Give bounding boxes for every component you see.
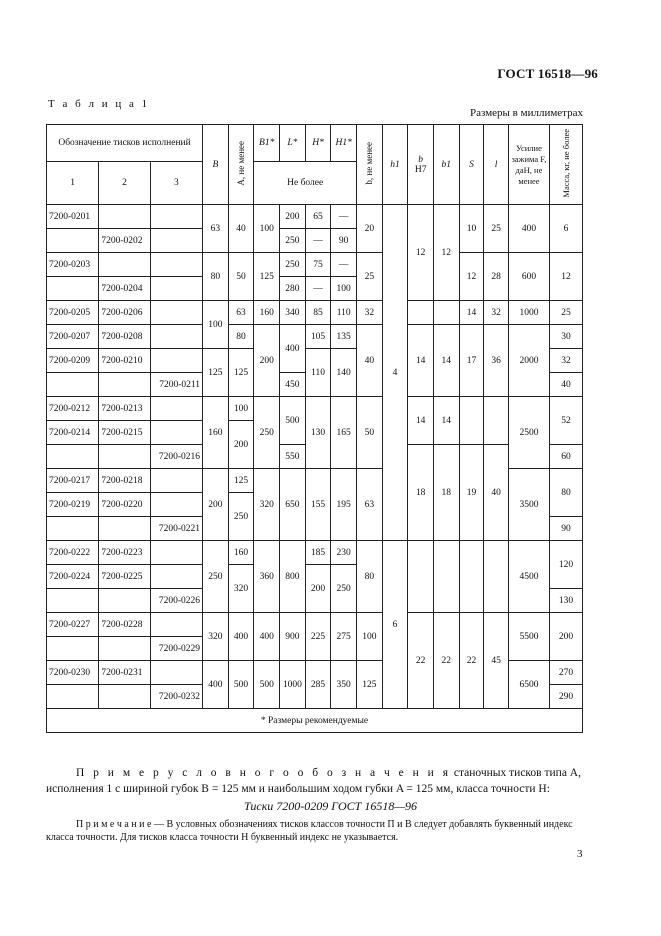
- cell-c1: 7200-0205: [47, 301, 99, 325]
- cell-A: 50: [228, 253, 254, 301]
- cell-c3: [150, 349, 202, 373]
- cell-b: 125: [357, 661, 383, 709]
- cell-H1: 350: [331, 661, 357, 709]
- cell-mass: 130: [549, 589, 582, 613]
- cell-c3: [150, 565, 202, 589]
- header-H: H*: [305, 125, 331, 162]
- table-row: [47, 541, 583, 565]
- header-b-label: b, не менее: [364, 141, 375, 185]
- cell-b1: 14: [433, 325, 459, 397]
- cell-L: 500: [280, 397, 306, 445]
- cell-c2: 7200-0228: [99, 613, 150, 637]
- cell-B1: 160: [254, 301, 280, 325]
- cell-c2: 7200-0218: [99, 469, 150, 493]
- cell-c2: 7200-0208: [99, 325, 150, 349]
- cell-l: [484, 541, 509, 613]
- cell-L: 900: [280, 613, 306, 661]
- cell-c1: 7200-0217: [47, 469, 99, 493]
- cell-H: 110: [305, 349, 331, 397]
- cell-bH7: 18: [408, 445, 434, 541]
- cell-b1: 18: [433, 445, 459, 541]
- example-formula: Тиски 7200-0209 ГОСТ 16518—96: [243, 799, 417, 813]
- cell-F: 3500: [508, 469, 549, 541]
- header-H1: H1*: [331, 125, 357, 162]
- cell-c1: 7200-0227: [47, 613, 99, 637]
- cell-b: 20: [357, 205, 383, 253]
- cell-S: [459, 541, 484, 613]
- cell-b1: 14: [433, 397, 459, 445]
- header-col1: 1: [47, 162, 99, 205]
- footnote-row: [47, 709, 583, 733]
- cell-c3: [150, 541, 202, 565]
- cell-c1: 7200-0222: [47, 541, 99, 565]
- cell-A: 250: [228, 493, 254, 541]
- header-l: l: [484, 125, 509, 205]
- cell-c1: [47, 685, 99, 709]
- table-row: [47, 325, 583, 349]
- cell-c3: [150, 229, 202, 253]
- cell-mass: 25: [549, 301, 582, 325]
- cell-H: 65: [305, 205, 331, 229]
- cell-c2: [99, 517, 150, 541]
- cell-c3: [150, 469, 202, 493]
- cell-H: —: [305, 277, 331, 301]
- cell-c1: [47, 277, 99, 301]
- cell-H1: 165: [331, 397, 357, 469]
- cell-mass: 6: [549, 205, 582, 253]
- cell-B: 160: [203, 397, 229, 469]
- cell-H: 155: [305, 469, 331, 541]
- cell-c1: 7200-0230: [47, 661, 99, 685]
- cell-F: 6500: [508, 661, 549, 709]
- cell-c2: 7200-0225: [99, 565, 150, 589]
- header-designation: Обозначение тисков исполнений: [47, 125, 203, 162]
- cell-L: 200: [280, 205, 306, 229]
- header-force: Усилие зажима F, даН, не менее: [508, 125, 549, 205]
- cell-H1: 100: [331, 277, 357, 301]
- cell-c2: 7200-0204: [99, 277, 150, 301]
- cell-B1: 400: [254, 613, 280, 661]
- cell-F: 400: [508, 205, 549, 253]
- header-B: B: [203, 125, 229, 205]
- cell-c3: 7200-0216: [150, 445, 202, 469]
- cell-F: 2000: [508, 325, 549, 397]
- header-b: [357, 125, 383, 205]
- cell-S: 17: [459, 325, 484, 397]
- cell-F: 600: [508, 253, 549, 301]
- table-caption: Т а б л и ц а 1: [48, 98, 150, 110]
- cell-bH7: 22: [408, 613, 434, 709]
- cell-B: 63: [203, 205, 229, 253]
- table-row: [47, 205, 583, 229]
- cell-A: 63: [228, 301, 254, 325]
- cell-S: 12: [459, 253, 484, 301]
- cell-L: 340: [280, 301, 306, 325]
- cell-B: 80: [203, 253, 229, 301]
- cell-c1: [47, 517, 99, 541]
- cell-c3: [150, 613, 202, 637]
- cell-l: 32: [484, 301, 509, 325]
- header-col2: 2: [99, 162, 150, 205]
- cell-l: 40: [484, 445, 509, 541]
- table-row: [47, 397, 583, 421]
- cell-H: 85: [305, 301, 331, 325]
- cell-c1: 7200-0209: [47, 349, 99, 373]
- cell-L: 650: [280, 469, 306, 541]
- cell-F: 4500: [508, 541, 549, 613]
- cell-mass: 200: [549, 613, 582, 661]
- cell-l: 36: [484, 325, 509, 397]
- example-paragraph: [46, 765, 586, 797]
- cell-b: 80: [357, 541, 383, 613]
- header-mass: [549, 125, 582, 205]
- cell-F: 2500: [508, 397, 549, 469]
- cell-mass: 290: [549, 685, 582, 709]
- cell-c2: [99, 445, 150, 469]
- header-B1: B1*: [254, 125, 280, 162]
- cell-S: 22: [459, 613, 484, 709]
- cell-H: 105: [305, 325, 331, 349]
- cell-h1: 4: [382, 205, 408, 541]
- cell-B: 320: [203, 613, 229, 661]
- cell-mass: 80: [549, 469, 582, 517]
- cell-H1: 250: [331, 565, 357, 613]
- cell-c2: 7200-0231: [99, 661, 150, 685]
- cell-c2: [99, 205, 150, 229]
- header-h1: h1: [382, 125, 408, 205]
- cell-A: 40: [228, 205, 254, 253]
- cell-c1: 7200-0224: [47, 565, 99, 589]
- header-L: L*: [280, 125, 306, 162]
- cell-H1: 275: [331, 613, 357, 661]
- cell-bH7: 14: [408, 397, 434, 445]
- cell-A: 200: [228, 421, 254, 469]
- cell-H: 130: [305, 397, 331, 469]
- cell-c3: 7200-0226: [150, 589, 202, 613]
- cell-H1: 140: [331, 349, 357, 397]
- cell-bH7: 12: [408, 205, 434, 301]
- cell-b: 25: [357, 253, 383, 301]
- cell-mass: 32: [549, 349, 582, 373]
- cell-B: 400: [203, 661, 229, 709]
- cell-A: 500: [228, 661, 254, 709]
- cell-A: 160: [228, 541, 254, 565]
- cell-L: 800: [280, 541, 306, 613]
- cell-c1: [47, 229, 99, 253]
- cell-c2: 7200-0223: [99, 541, 150, 565]
- example-text: станочных тисков типа А, исполнения 1 с шириной губок B = 125 мм и наибольшим ходом губки A = 125 мм, класса точности Н:: [46, 767, 581, 795]
- cell-H1: 230: [331, 541, 357, 565]
- cell-l: 25: [484, 205, 509, 253]
- example-title: П р и м е р у с л о в н о г о о б о з н а ч е н и я: [76, 767, 451, 779]
- table-row: [47, 253, 583, 277]
- cell-c2: [99, 685, 150, 709]
- cell-bH7: [408, 541, 434, 613]
- cell-B: 125: [203, 349, 229, 397]
- cell-mass: 90: [549, 517, 582, 541]
- cell-L: 250: [280, 229, 306, 253]
- header-H7: H7: [414, 164, 427, 175]
- cell-B1: 250: [254, 397, 280, 469]
- cell-B1: 100: [254, 205, 280, 253]
- cell-B: 250: [203, 541, 229, 613]
- cell-mass: 120: [549, 541, 582, 589]
- header-mass-label: Масса, кг, не более: [560, 128, 571, 198]
- cell-c1: 7200-0212: [47, 397, 99, 421]
- cell-b1: [433, 541, 459, 613]
- cell-L: 250: [280, 253, 306, 277]
- dimensions-table: [46, 124, 583, 733]
- cell-mass: 52: [549, 397, 582, 445]
- cell-c1: 7200-0201: [47, 205, 99, 229]
- header-col3: 3: [150, 162, 202, 205]
- cell-S: 19: [459, 445, 484, 541]
- cell-c1: 7200-0207: [47, 325, 99, 349]
- cell-b1: [433, 301, 459, 325]
- cell-c3: 7200-0211: [150, 373, 202, 397]
- cell-b: 63: [357, 469, 383, 541]
- header-b1: b1: [433, 125, 459, 205]
- cell-B1: 360: [254, 541, 280, 613]
- cell-L: 280: [280, 277, 306, 301]
- cell-H1: 90: [331, 229, 357, 253]
- cell-mass: 60: [549, 445, 582, 469]
- cell-A: 100: [228, 397, 254, 421]
- cell-c2: [99, 253, 150, 277]
- cell-c3: [150, 253, 202, 277]
- cell-B1: 320: [254, 469, 280, 541]
- table-footnote: * Размеры рекомендуемые: [47, 709, 583, 733]
- cell-c3: [150, 205, 202, 229]
- cell-c2: 7200-0220: [99, 493, 150, 517]
- cell-c1: 7200-0203: [47, 253, 99, 277]
- cell-l: 45: [484, 613, 509, 709]
- cell-H1: —: [331, 205, 357, 229]
- cell-H: 75: [305, 253, 331, 277]
- cell-bH7: [408, 301, 434, 325]
- cell-b: 40: [357, 325, 383, 397]
- cell-H: 200: [305, 565, 331, 613]
- cell-H: —: [305, 229, 331, 253]
- cell-b: 50: [357, 397, 383, 469]
- cell-A: 320: [228, 565, 254, 613]
- cell-c2: 7200-0210: [99, 349, 150, 373]
- cell-c2: [99, 637, 150, 661]
- cell-c3: [150, 661, 202, 685]
- cell-L: 550: [280, 445, 306, 469]
- cell-c3: 7200-0232: [150, 685, 202, 709]
- cell-c1: 7200-0214: [47, 421, 99, 445]
- header-bH7: [408, 125, 434, 205]
- cell-B1: 200: [254, 325, 280, 397]
- cell-H1: —: [331, 253, 357, 277]
- cell-L: 1000: [280, 661, 306, 709]
- header-A-label: A, не менее: [236, 140, 247, 186]
- header-A: [228, 125, 254, 205]
- cell-A: 125: [228, 469, 254, 493]
- table-row: [47, 301, 583, 325]
- cell-l: [484, 397, 509, 445]
- note-text: В условных обозначениях тисков классов точности П и В следует добавлять буквенный индекс класса точности. Для тисков класса точности Н буквенный индекс не указывается.: [46, 819, 573, 843]
- cell-c2: [99, 373, 150, 397]
- cell-F: 1000: [508, 301, 549, 325]
- units-caption: Размеры в миллиметрах: [470, 107, 583, 119]
- cell-L: 400: [280, 325, 306, 373]
- cell-h1: 6: [382, 541, 408, 709]
- standard-header: ГОСТ 16518—96: [497, 66, 598, 81]
- cell-H: 285: [305, 661, 331, 709]
- cell-b1: 12: [433, 205, 459, 301]
- cell-c3: [150, 493, 202, 517]
- cell-mass: 270: [549, 661, 582, 685]
- cell-c2: 7200-0202: [99, 229, 150, 253]
- cell-H: 185: [305, 541, 331, 565]
- cell-A: 80: [228, 325, 254, 349]
- cell-B1: 125: [254, 253, 280, 301]
- cell-S: [459, 397, 484, 445]
- table-row: [47, 613, 583, 637]
- cell-bH7: 14: [408, 325, 434, 397]
- cell-c3: 7200-0221: [150, 517, 202, 541]
- cell-l: 28: [484, 253, 509, 301]
- cell-H: 225: [305, 613, 331, 661]
- cell-c1: [47, 445, 99, 469]
- cell-c2: 7200-0206: [99, 301, 150, 325]
- cell-B: 100: [203, 301, 229, 349]
- cell-H1: 135: [331, 325, 357, 349]
- cell-c3: [150, 397, 202, 421]
- cell-c1: 7200-0219: [47, 493, 99, 517]
- cell-c3: [150, 277, 202, 301]
- cell-c3: 7200-0229: [150, 637, 202, 661]
- note-label: П р и м е ч а н и е —: [76, 819, 164, 830]
- note-paragraph: [46, 818, 586, 844]
- cell-c1: [47, 373, 99, 397]
- cell-F: 5500: [508, 613, 549, 661]
- cell-c1: [47, 589, 99, 613]
- cell-c1: [47, 637, 99, 661]
- cell-c3: [150, 421, 202, 445]
- cell-b1: 22: [433, 613, 459, 709]
- header-b-symbol: b: [418, 154, 424, 165]
- cell-B1: 500: [254, 661, 280, 709]
- cell-b: 32: [357, 301, 383, 325]
- cell-H1: 195: [331, 469, 357, 541]
- header-not-more: Не более: [254, 162, 357, 205]
- cell-B: 200: [203, 469, 229, 541]
- cell-L: 450: [280, 373, 306, 397]
- page-number: 3: [577, 848, 583, 860]
- cell-c2: [99, 589, 150, 613]
- cell-b: 100: [357, 613, 383, 661]
- header-S: S: [459, 125, 484, 205]
- cell-mass: 12: [549, 253, 582, 301]
- cell-c2: 7200-0215: [99, 421, 150, 445]
- cell-A: 125: [228, 349, 254, 397]
- cell-c2: 7200-0213: [99, 397, 150, 421]
- cell-A: 400: [228, 613, 254, 661]
- cell-H1: 110: [331, 301, 357, 325]
- cell-c3: [150, 325, 202, 349]
- header-row-1: [47, 125, 583, 162]
- cell-mass: 30: [549, 325, 582, 349]
- cell-S: 14: [459, 301, 484, 325]
- cell-S: 10: [459, 205, 484, 253]
- cell-mass: 40: [549, 373, 582, 397]
- cell-c3: [150, 301, 202, 325]
